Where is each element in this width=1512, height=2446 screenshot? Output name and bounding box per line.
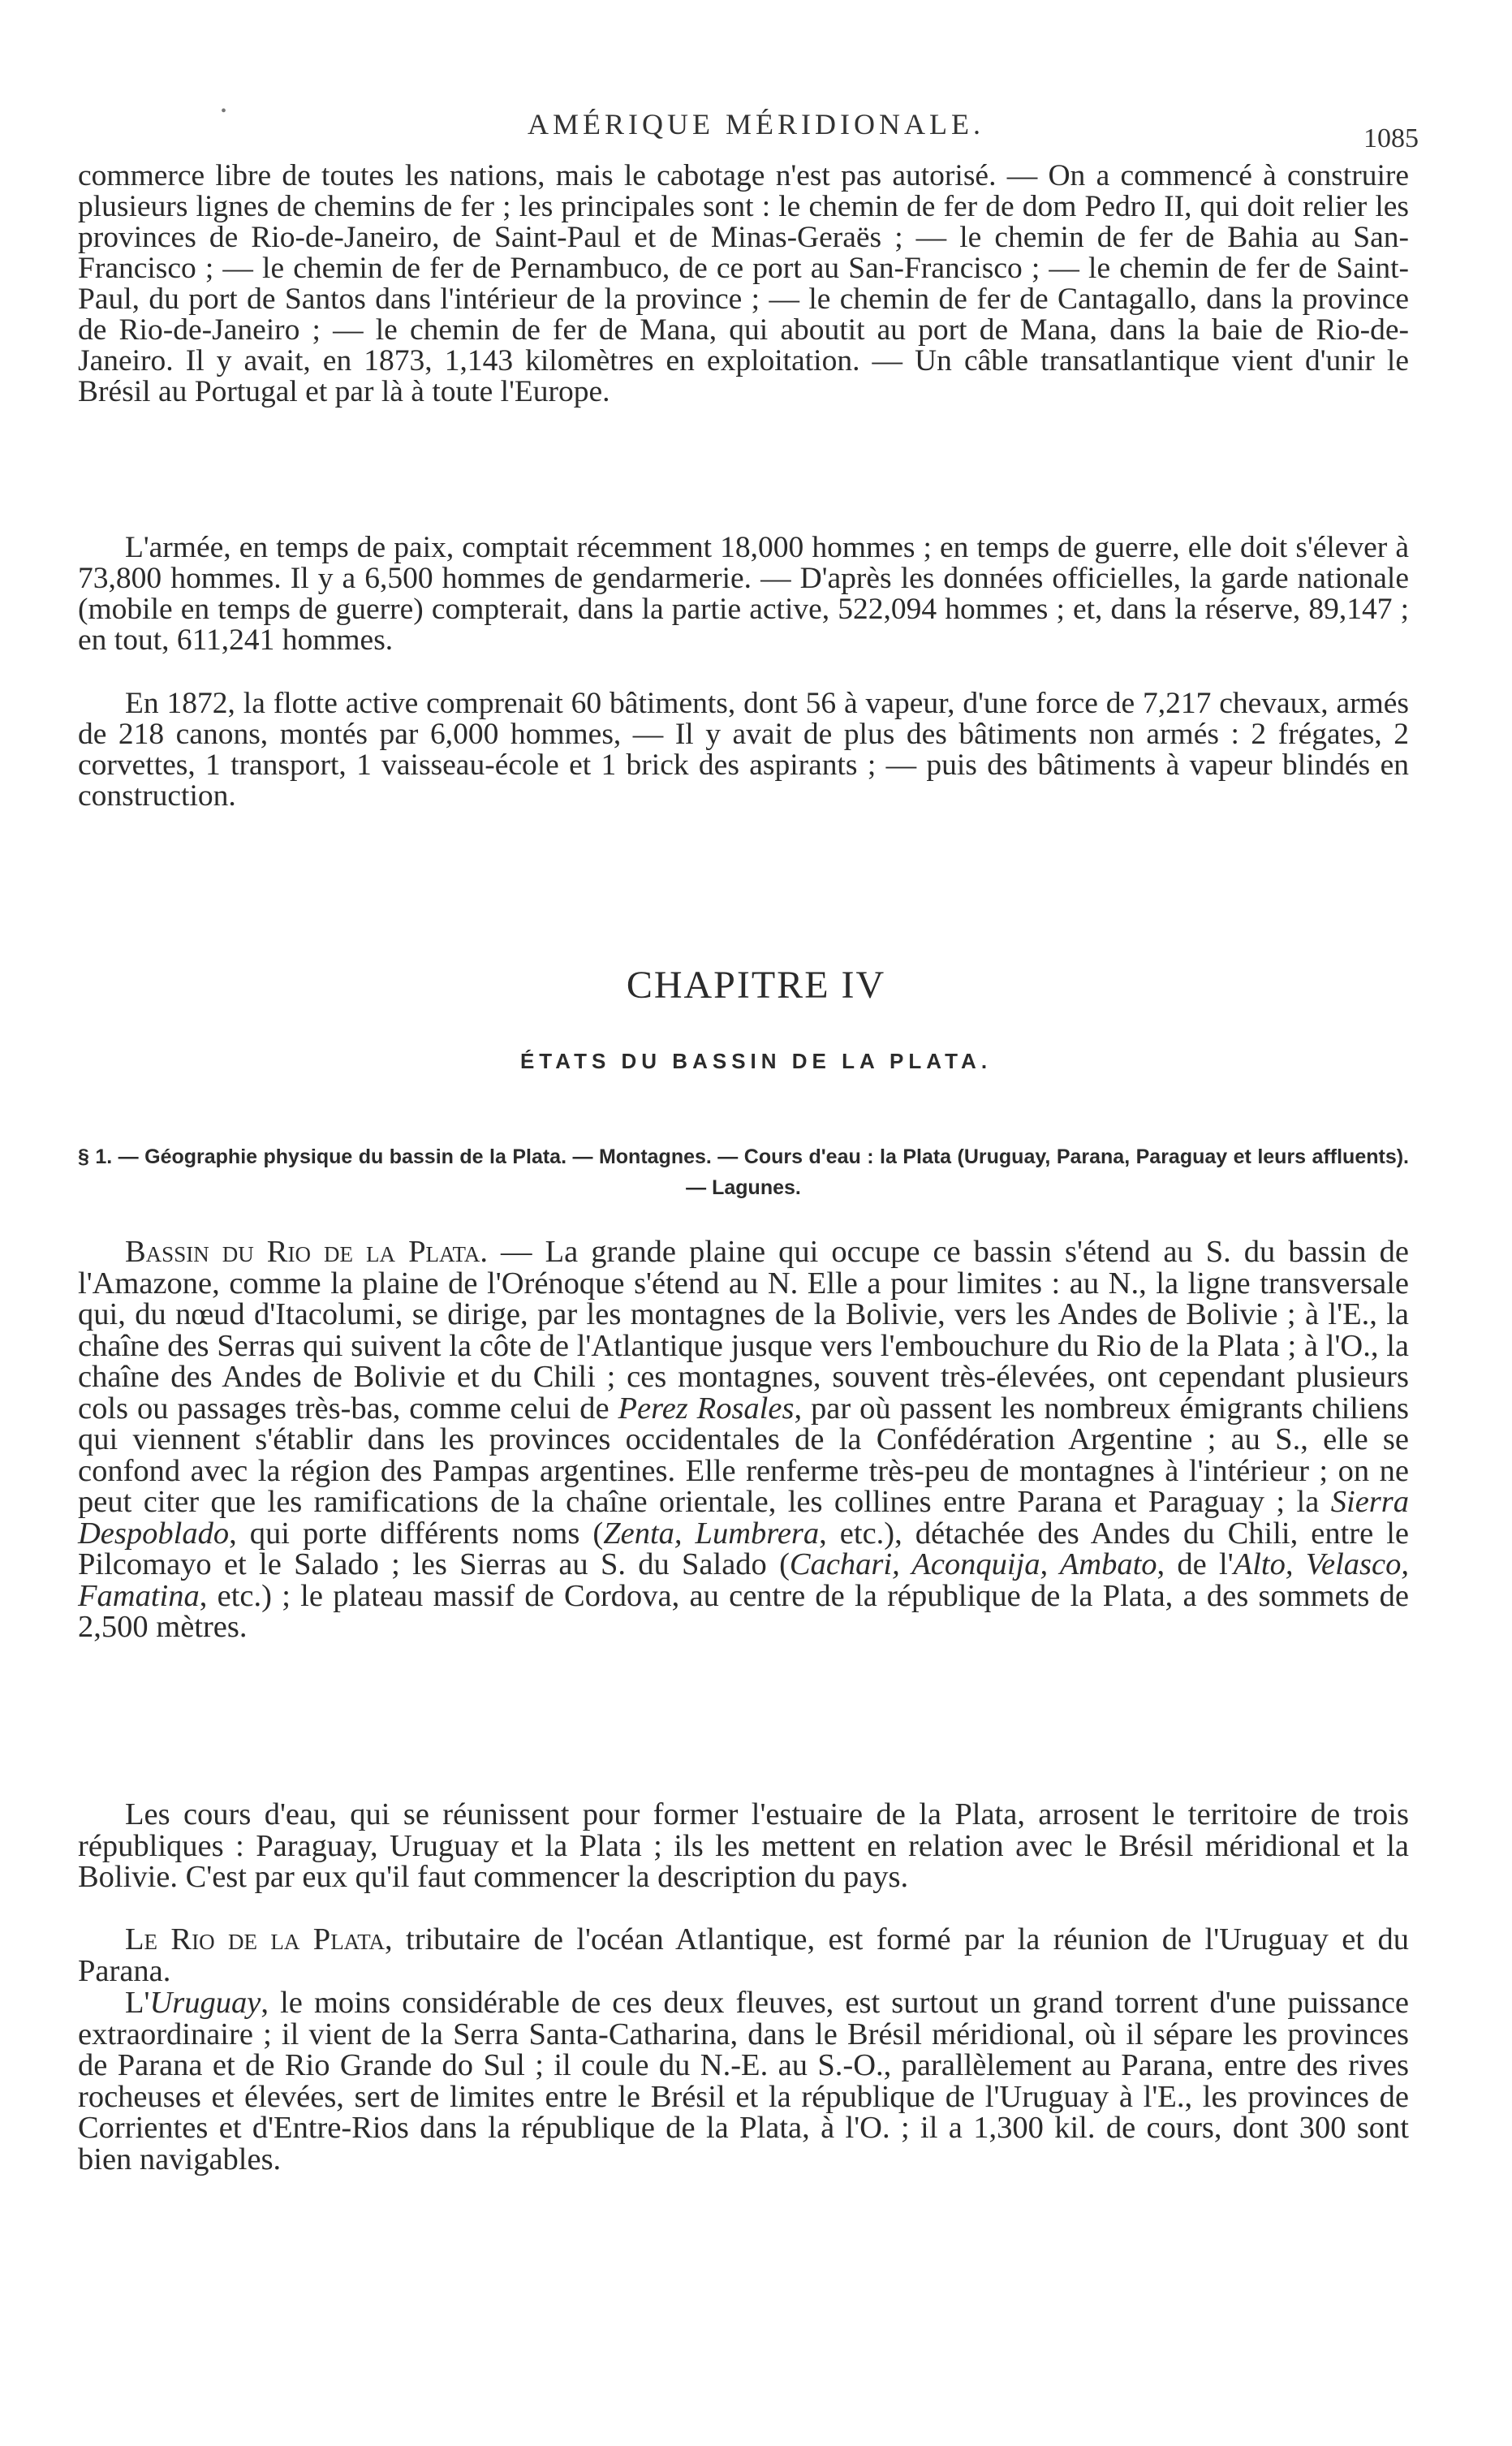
plata-lead: Le Rio de la Plata, bbox=[125, 1922, 393, 1956]
fleet-text: En 1872, la flotte active comprenait 60 bâtiments, dont 56 à vapeur, d'une force de 7,217 chevaux, armés de 218 canons, montés par 6,000 hommes, — Il y avait de plus des bâtiments non armés : 2 frégates, 2 corvettes, 1 transport, 1 vaisseau-école et 1 brick des aspirants ; — puis des bâtiments à vapeur blindés en construction. bbox=[78, 687, 1409, 813]
basin-paragraph bbox=[78, 1236, 1409, 1643]
page-number: 1085 bbox=[1363, 123, 1419, 153]
uruguay-paragraph bbox=[78, 1987, 1409, 2175]
cachari-aconquija-ambato: Cachari, Aconquija, Ambato bbox=[789, 1547, 1157, 1581]
page-mark: • bbox=[221, 102, 227, 120]
perez-rosales: Perez Rosales bbox=[618, 1391, 795, 1426]
chapter-subtitle: ÉTATS DU BASSIN DE LA PLATA. bbox=[519, 1049, 993, 1073]
basin-text bbox=[78, 1236, 1409, 1643]
basin-text-e: , de l' bbox=[1157, 1547, 1234, 1581]
rivers-paragraph bbox=[78, 1799, 1409, 1893]
chapter-title: CHAPITRE IV bbox=[626, 964, 886, 1007]
uruguay-article: L' bbox=[125, 1986, 150, 2020]
rivers-text: Les cours d'eau, qui se réunissent pour former l'estuaire de la Plata, arrosent le territoire de trois républiques : Paraguay, Uruguay et la Plata ; ils les mettent en relation avec le Brésil méridional et la Bolivie. C'est par eux qu'il faut commencer la description du pays. bbox=[78, 1797, 1409, 1894]
basin-lead: Bassin du Rio de la Plata. bbox=[125, 1235, 488, 1269]
army-text: L'armée, en temps de paix, comptait récemment 18,000 hommes ; en temps de guerre, elle doit s'élever à 73,800 hommes. Il y a 6,500 hommes de gendarmerie. — D'après les données officielles, la garde nationale (mobile en temps de guerre) compterait, dans la partie active, 522,094 hommes ; et, dans la réserve, 89,147 ; en tout, 611,241 hommes. bbox=[78, 531, 1409, 657]
army-paragraph bbox=[78, 533, 1409, 656]
plata-paragraph bbox=[78, 1924, 1409, 1987]
basin-text-a: — La grande plaine qui occupe ce bassin s'étend au S. du bassin de l'Amazone, comme la plaine de l'Orénoque s'étend au N. Elle a pour limites : au N., la ligne transversale qui, du nœud d'Itacolumi, se dirige, par les montagnes de la Bolivie, vers les Andes de Bolivie ; à l'E., la chaîne des Serras qui suivent la côte de l'Atlantique jusque vers l'embouchure du Rio de la Plata ; à l'O., la chaîne des Andes de Bolivie et du Chili ; ces montagnes, souvent très-élevées, ont cependant plusieurs cols ou passages très-bas, comme celui de bbox=[78, 1235, 1409, 1426]
plata-text bbox=[78, 1924, 1409, 1987]
sierra-despoblado: Sierra Despoblado bbox=[78, 1485, 1409, 1551]
railways-paragraph bbox=[78, 161, 1409, 408]
plata-rest: tributaire de l'océan Atlantique, est formé par la réunion de l'Uruguay et du Parana. bbox=[78, 1922, 1409, 1988]
section-heading: § 1. — Géographie physique du bassin de la Plata. — Montagnes. — Cours d'eau : la Plata (Uruguay, Parana, Paraguay et leurs affluents). — Lagunes. bbox=[78, 1145, 1409, 1199]
zenta-lumbrera: Zenta, Lumbrera bbox=[603, 1516, 820, 1551]
basin-text-c: , qui porte différents noms ( bbox=[229, 1516, 604, 1551]
basin-text-f: , etc.) ; le plateau massif de Cordova, au centre de la république de la Plata, a des sommets de 2,500 mètres. bbox=[78, 1578, 1409, 1644]
basin-text-b: , par où passent les nombreux émigrants chiliens qui viennent s'établir dans les provinces occidentales de la Confédération Argentine ; au S., elle se confond avec la région des Pampas argentines. Elle renferme très-peu de montagnes à l'intérieur ; on ne peut citer que les ramifications de la chaîne orientale, les collines entre Parana et Paraguay ; la bbox=[78, 1391, 1409, 1519]
uruguay-text bbox=[78, 1987, 1409, 2175]
fleet-paragraph bbox=[78, 688, 1409, 812]
uruguay-rest: , le moins considérable de ces deux fleuves, est surtout un grand torrent d'une puissance extraordinaire ; il vient de la Serra Santa-Catharina, dans le Brésil méridional, où il sépare les provinces de Parana et de Rio Grande do Sul ; il coule du N.-E. au S.-O., parallèlement au Parana, entre des rives rocheuses et élevées, sert de limites entre le Brésil et la république de l'Uruguay à l'E., les provinces de Corrientes et d'Entre-Rios dans la république de la Plata, à l'O. ; il a 1,300 kil. de cours, dont 300 sont bien navigables. bbox=[78, 1986, 1409, 2176]
alto-velasco-famatina: Alto, Velasco, Famatina bbox=[78, 1547, 1409, 1613]
running-head: AMÉRIQUE MÉRIDIONALE. bbox=[528, 108, 984, 140]
basin-text-d: , etc.), détachée des Andes du Chili, entre le Pilcomayo et le Salado ; les Sierras au S. du Salado ( bbox=[78, 1516, 1409, 1581]
uruguay-lead: Uruguay bbox=[149, 1986, 261, 2020]
railways-text: commerce libre de toutes les nations, mais le cabotage n'est pas autorisé. — On a commencé à construire plusieurs lignes de chemins de fer ; les principales sont : le chemin de fer de dom Pedro II, qui doit relier les provinces de Rio-de-Janeiro, de Saint-Paul et de Minas-Geraës ; — le chemin de fer de Bahia au San-Francisco ; — le chemin de fer de Pernambuco, de ce port au San-Francisco ; — le chemin de fer de Saint-Paul, du port de Santos dans l'intérieur de la province ; — le chemin de fer de Cantagallo, dans la province de Rio-de-Janeiro ; — le chemin de fer de Mana, qui aboutit au port de Mana, dans la baie de Rio-de-Janeiro. Il y avait, en 1873, 1,143 kilomètres en exploitation. — Un câble transatlantique vient d'unir le Brésil au Portugal et par là à toute l'Europe. bbox=[78, 159, 1409, 408]
